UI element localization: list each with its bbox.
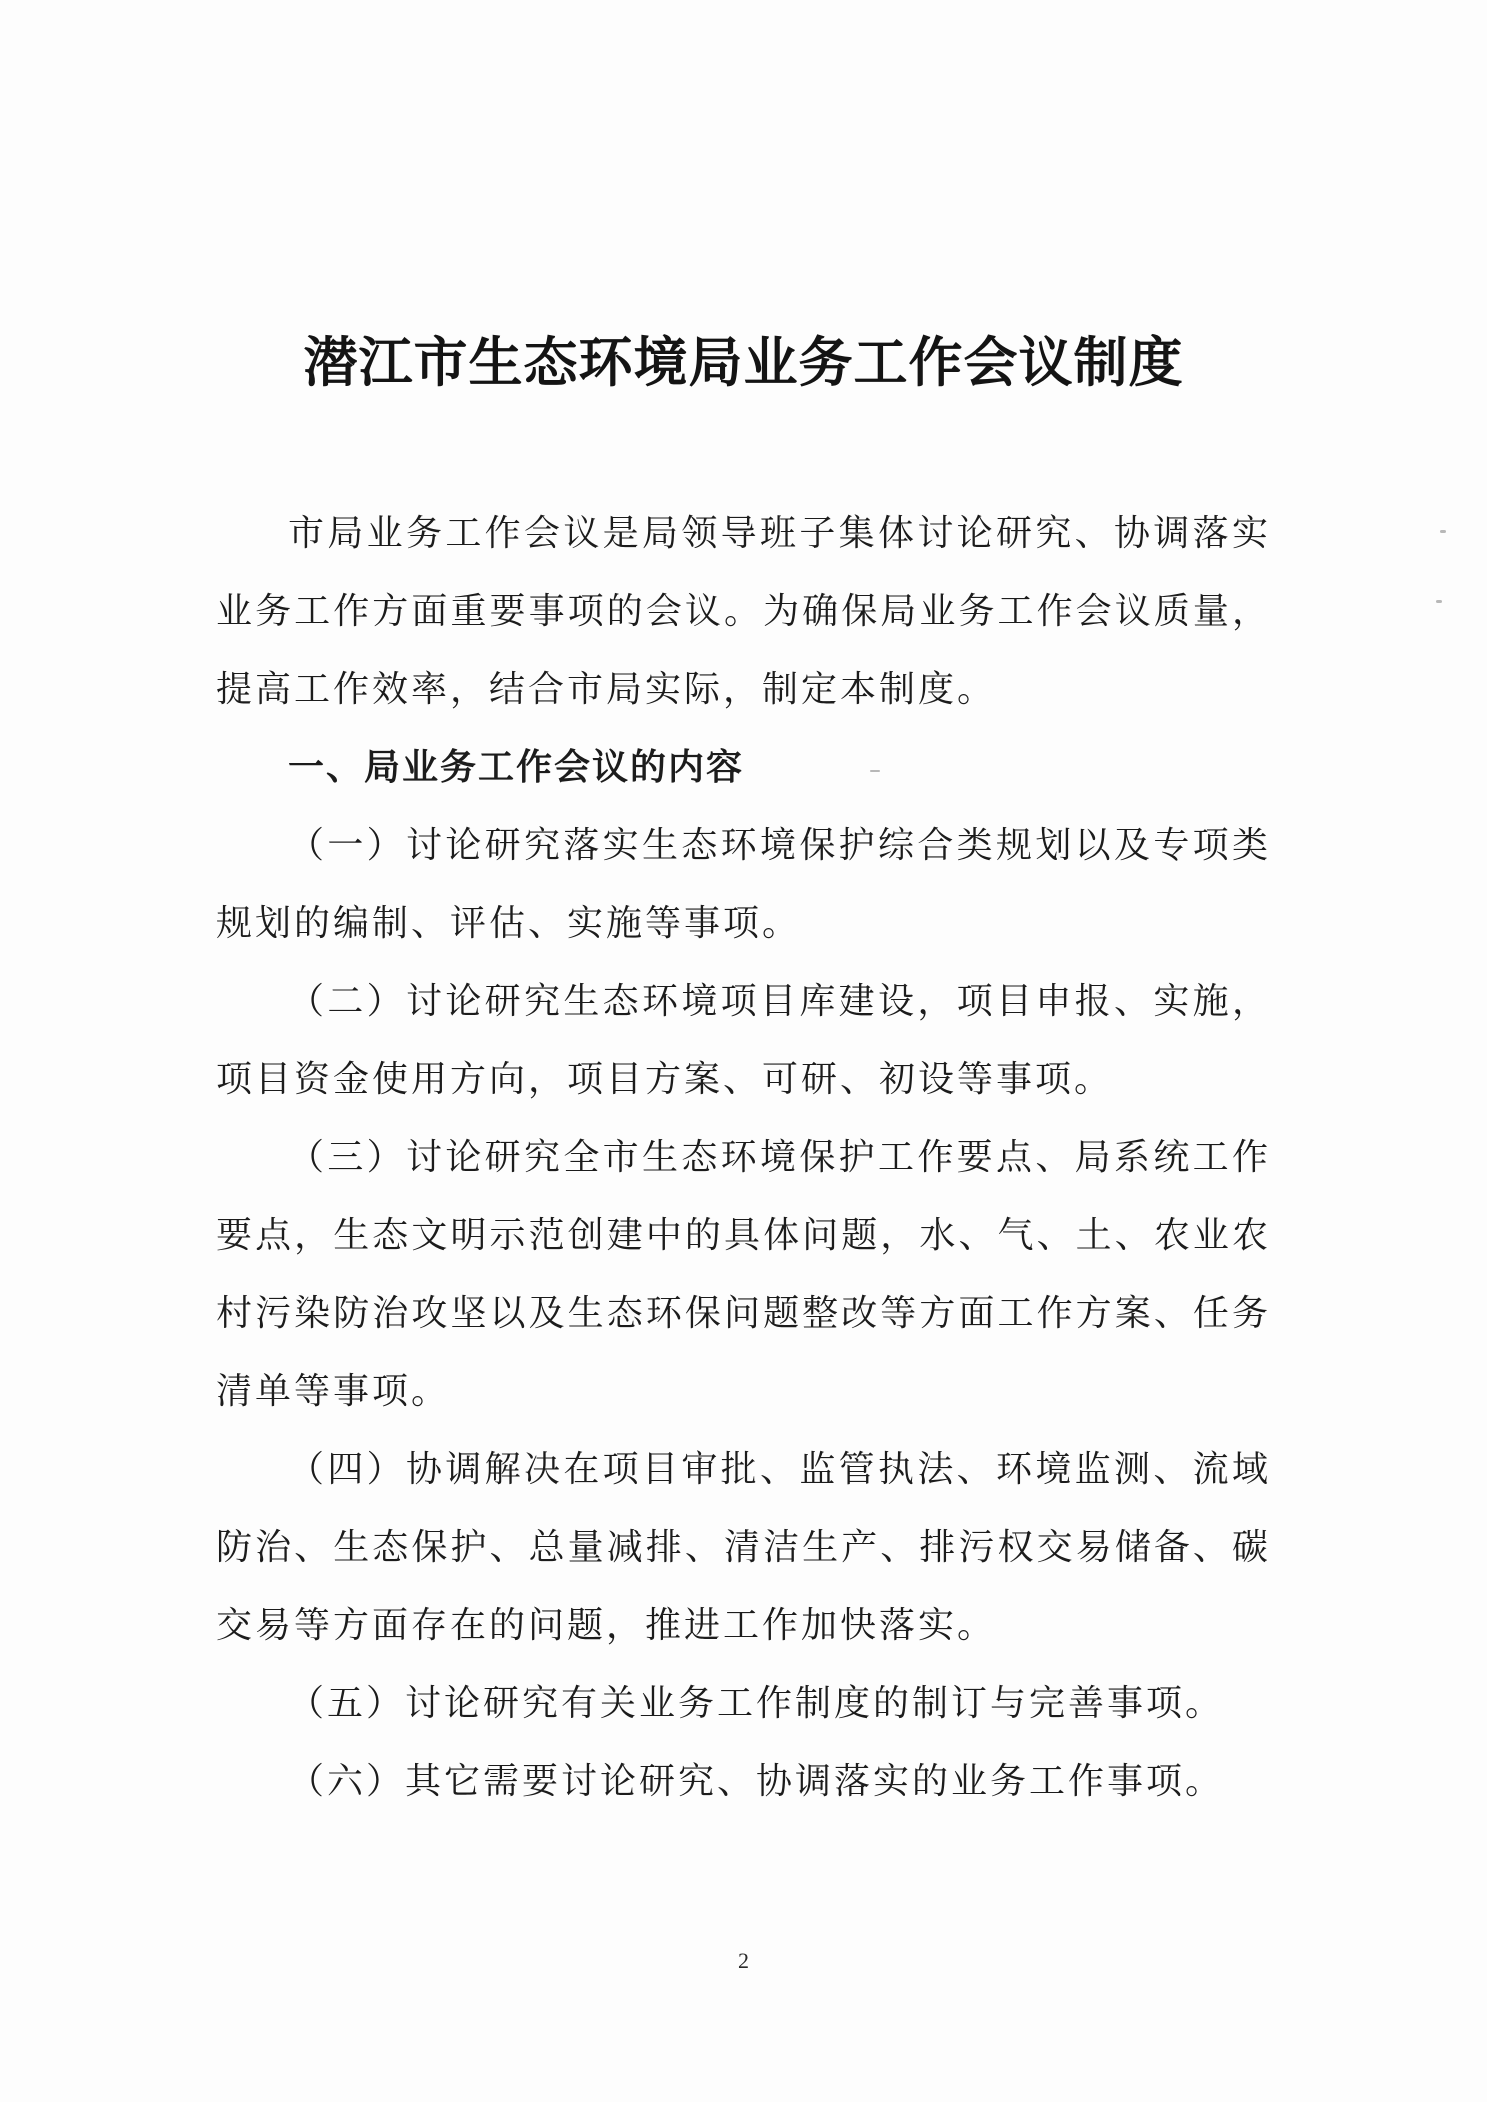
page-number: 2 [738,1948,749,1973]
scan-speck [1440,530,1446,533]
section-heading: 一、局业务工作会议的内容 [288,747,745,788]
scan-speck [870,770,880,772]
list-item: （四）协调解决在项目审批、监管执法、环境监测、流域防治、生态保护、总量减排、清洁生产、排污权交易储备、碳交易等方面存在的问题，推进工作加快落实。 [216,1449,1271,1646]
document-body [216,495,1271,1821]
list-item: （一）讨论研究落实生态环境保护综合类规划以及专项类规划的编制、评估、实施等事项。 [216,825,1271,944]
scan-speck [1436,600,1442,603]
list-item: （三）讨论研究全市生态环境保护工作要点、局系统工作要点，生态文明示范创建中的具体问题，水、气、土、农业农村污染防治攻坚以及生态环保问题整改等方面工作方案、任务清单等事项。 [216,1137,1271,1412]
document-title: 潜江市生态环境局业务工作会议制度 [303,330,1184,394]
list-item: （六）其它需要讨论研究、协调落实的业务工作事项。 [288,1761,1225,1802]
list-item: （五）讨论研究有关业务工作制度的制订与完善事项。 [288,1683,1225,1724]
intro-paragraph: 市局业务工作会议是局领导班子集体讨论研究、协调落实业务工作方面重要事项的会议。为确保局业务工作会议质量，提高工作效率，结合市局实际，制定本制度。 [216,513,1271,710]
list-item: （二）讨论研究生态环境项目库建设，项目申报、实施，项目资金使用方向，项目方案、可研、初设等事项。 [216,981,1271,1100]
